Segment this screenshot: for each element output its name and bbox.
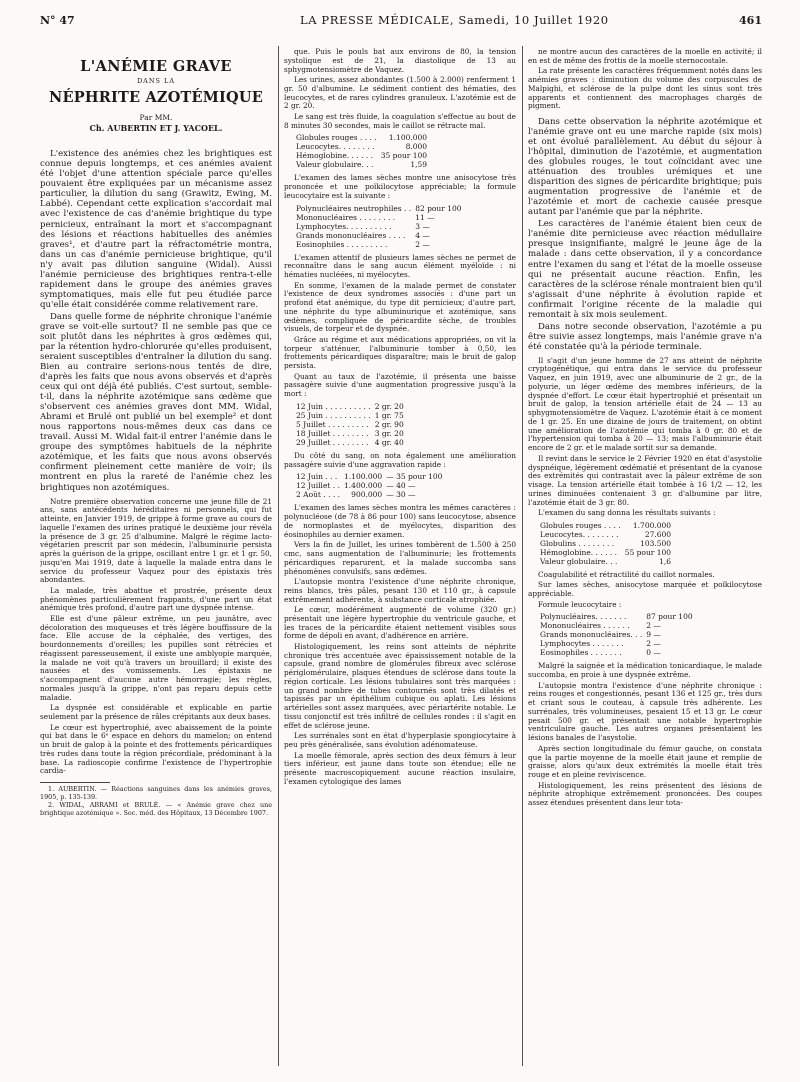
table-cell: 2 — [646,639,661,649]
table-cell: Globulins . . . . . . . . [540,538,615,548]
table-cell: 12 Juillet . . [296,481,340,491]
table-cell: 3 — [415,221,430,231]
paragraph: L'autopsie montra l'existence d'une néphrite chronique : reins rouges et congestionnés, pesant 136 et 125 gr., très durs et criant sous le couteau, à capsule très adhérente. Les surrénales, très volumineuses, pesaient 15 et 13 gr. Le cœur pesait 500 gr. et présentait une notable hypertrophie ventriculaire gauche. Les autres organes présentaient les lésions banales de l'asystolie. [528,680,762,743]
footnote-rule [40,782,110,783]
paragraph: Elle est d'une pâleur extrême, un peu jaunâtre, avec décoloration des muqueuses et très légère bouffissure de la face. Elle accuse de la céphalée, des vertiges, des bourdonnements d'oreilles; les pupilles sont rétrécies et réagissent paresseusement, il existe une amblyopie marquée, la malade ne voit qu'à travers un brouillard; il existe des nausées et des vomissements. Les épistaxis ne s'accompagnent d'aucune autre hémorragie; les règles, normales jusqu'à la grippe, n'ont pas reparu depuis cette maladie. [40,613,272,702]
table-cell: Lymphocytes. . . . . . . . . . [296,221,392,231]
paragraph: Après section longitudinale du fémur gauche, on constata que la partie moyenne de la moelle était jaune et remplie de graisse, alors qu'aux deux extrémités la moelle était très rouge et en pleine reviviscence. [528,743,762,779]
table-cell: Leucocytes. . . . . . . . [296,142,375,152]
table-cell: 27.600 [644,529,672,539]
paragraph: Sur lames sèches, anisocytose marquée et poïkilocytose appréciable. [528,580,762,599]
paragraph: Du côté du sang, on nota également une amélioration passagère suivie d'une aggravation rapide : [284,450,516,469]
table-row [296,133,431,142]
paragraph: Formule leucocytaire : [538,599,622,609]
azotemia-table [296,402,408,447]
page-number: 461 [739,14,762,27]
column-1 [40,48,272,1068]
paragraph: Le cœur est hypertrophié, avec abaissement de la pointe qui bat dans le 6ᵉ espace en dehors du mamelon; on entend un bruit de galop à la pointe et des frottements péricardiques très rudes dans toute la région précordiale, prédominant à la base. La radioscopie confirme l'existence de l'hypertrophie cardia- [40,722,272,776]
table-row [540,530,675,539]
table-row [540,612,697,621]
table-cell: 2 gr. 90 [374,419,404,429]
paragraph: La malade, très abattue et prostrée, présente deux phénomènes particulièrement frappants, d'une part un état anémique très profond, d'autre part une dyspnée intense. [40,585,272,613]
paragraph: Notre première observation concerne une jeune fille de 21 ans, sans antécédents héréditaires ni personnels, qui fut atteinte, en Janvier 1919, de grippe à forme grave au cours de laquelle l'examen des urines pratiqué le deuxième jour révéla la présence de 3 gr. 25 d'albumine. Malgré le régime lacto-végétarien prescrit par son médecin, l'albuminurie persista après la guérison de la grippe, oscillant entre 1 gr. et 1 gr. 50, jusqu'en Mai 1919, date à laquelle la malade entra dans le service du professeur Vaquez pour des épistaxis très abondantes. [40,496,272,585]
table-cell: Valeur globulaire. . . [296,160,374,170]
table-row [296,204,466,213]
table-row [296,142,431,151]
table-cell: Grands mononucléaires . . . . [296,230,406,240]
table-cell: Valeur globulaire. . . [540,556,618,566]
paragraph: Malgré la saignée et la médication tonicardiaque, le malade succomba, en proie à une dyspnée extrême. [528,661,762,680]
table-row [296,231,466,240]
table-cell: Eosinophiles . . . . . . . [540,648,622,658]
table-cell: 2 Août . . . . [296,490,341,500]
table-cell: 8.000 [405,142,428,152]
blood-count-table [540,521,675,566]
table-cell: Grands mononucléaires. . . [540,630,643,640]
blood-evolution-table [296,472,446,499]
table-cell: 12 Juin . . . . . . . . . . [296,401,371,411]
table-cell: 1,59 [410,160,428,170]
table-cell: 25 Juin . . . . . . . . . . [296,410,371,420]
table-cell: 1.100.000 [388,133,428,143]
table-cell: 12 Juin . . . [296,472,338,482]
leukocyte-formula-table [540,612,697,657]
table-cell: 1.400.000 [344,481,383,491]
table-row [296,411,408,420]
paragraph: Dans quelle forme de néphrite chronique l'anémie grave se voit-elle surtout? Il ne semble pas que ce soit plutôt dans les néphrites à gros œdèmes qui, par la rétention hydro-chlorurée qu'elles produisent, seraient susceptibles d'entraîner la dilution du sang. Bien au contraire serions-nous tentés de dire, d'après les faits que nous avons observés et d'après ceux qui ont déjà été publiés. C'est surtout, semble-t-il, dans la néphrite azotémique sans œdème que s'observent ces anémies graves dont MM. Widal, Abrami et Brulé ont publié un bel exemple² et dont nous rapportons nous-mêmes deux cas dans ce travail. Aussi M. Widal fait-il entrer l'anémie dans le groupe des symptômes habituels de la néphrite azotémique, et les faits que nous avons observés confirment pleinement cette manière de voir; ils montrent en plus la rareté de l'anémie chez les brightiques non azotémiques. [40,311,272,493]
table-cell: Eosinophiles . . . . . . . . . [296,239,388,249]
paragraph: L'examen des lames sèches montra les mêmes caractères : polynucléose (de 78 à 86 pour 100) sans leucocytose, absence de normoplastes et de myélocytes, disparition des éosinophiles au dernier examen. [284,503,516,539]
paragraph: Quant au taux de l'azotémie, il présenta une baisse passagère suivie d'une augmentation progressive jusqu'à la mort : [284,371,516,399]
paragraph: Vers la fin de Juillet, les urines tombèrent de 1.500 à 250 cmc, sans augmentation de l'albuminurie; les frottements péricardiques reparurent, et la malade succomba sans phénomènes convulsifs, sans œdèmes. [284,540,516,576]
table-cell: Hémoglobine. . . . . . [540,547,618,557]
byline-label: Par MM. [139,112,173,122]
paragraph: Les caractères de l'anémie étaient bien ceux de l'anémie dite pernicieuse avec réaction médullaire presque insignifiante, malgré le jeune âge de la malade : dans cette observation, il y a concordance entre l'examen du sang et l'état de la moelle osseuse qui ne présentait aucune réaction. Enfin, les caractères de la sclérose rénale montraient bien qu'il s'agissait d'une néphrite à évolution rapide et confirmait l'origine récente de la maladie qui remontait à six mois seulement. [528,219,762,320]
leukocyte-formula-table [296,204,466,249]
paragraph: L'examen attentif de plusieurs lames sèches ne permet de reconnaître dans le sang aucun élément myéloïde : ni hématies nucléées, ni myélocytes. [284,252,516,280]
table-row [296,222,466,231]
paragraph: Il revint dans le service le 2 Février 1920 en état d'asystolie dyspnéique, légèrement œdématié et présentant de la cyanose des extrémités qui contrastait avec la pâleur extrême de son visage. La tension artérielle était tombée à 16 1/2 — 12, les urines diminuées contenaient 3 gr. d'albumine par litre, l'azotémie était de 3 gr. 80. [528,453,762,507]
table-row [540,648,697,657]
paragraph: Le sang est très fluide, la coagulation s'effectue au bout de 8 minutes 30 secondes, mais le caillot se rétracte mal. [284,111,516,130]
paragraph: Les urines, assez abondantes (1.500 à 2.000) renferment 1 gr. 50 d'albumine. Le sédiment contient des hématies, des leucocytes, et de rares cylindres granuleux. L'azotémie est de 2 gr. 20. [284,75,516,111]
table-cell: — 35 pour 100 [386,472,443,482]
table-cell: 29 Juillet . . . . . . . . [296,437,369,447]
table-row [296,151,431,160]
paragraph: La rate présente les caractères fréquemment notés dans les anémies graves : diminution du volume des corpuscules de Malpighi, et sclérose de la pulpe dont les sinus sont très apparents et contiennent des macrophages chargés de pigment. [528,66,762,111]
authors: Ch. AUBERTIN ET J. YACOEL. [89,122,223,133]
table-row [296,213,466,222]
paragraph: Les surrénales sont en état d'hyperplasie spongiocytaire à peu près généralisée, sans évolution adénomateuse. [284,731,516,749]
table-row [540,621,697,630]
paragraph: En somme, l'examen de la malade permet de constater l'existence de deux syndromes associés : d'une part un profond état anémique, du type dit pernicieux; d'autre part, une néphrite du type albuminurique et azotémique, sans œdèmes, compliquée de péricardite sèche, de troubles visuels, de torpeur et de dyspnée. [284,280,516,334]
paragraph: La moelle fémorale, après section des deux fémurs à leur tiers inférieur, est jaune dans toute son étendue; elle ne présente macroscopiquement aucune réaction insulaire, l'examen cytologique des lames [284,750,516,786]
paragraph: Le cœur, modérément augmenté de volume (320 gr.) présentait une légère hypertrophie du ventricule gauche, et les traces de la péricardite étaient nettement visibles sous forme de dépoli en avant, d'adhérence en arrière. [284,605,516,641]
table-row [296,472,446,481]
table-row [296,490,446,499]
column-rule [522,46,523,1066]
table-cell: 1,6 [659,556,672,566]
column-3 [528,48,762,1068]
table-row [296,402,408,411]
article-title: L'ANÉMIE GRAVE [80,58,232,75]
table-row [540,557,675,566]
column-rule [278,46,279,1066]
table-cell: 1 gr. 75 [374,410,404,420]
paragraph: Coagulabilité et rétractilité du caillot normales. [538,569,715,579]
table-cell: Mononucléaires . . . . . . . . [296,212,396,222]
article-title-2: NÉPHRITE AZOTÉMIQUE [49,89,263,107]
blood-count-table [296,133,431,169]
paragraph: Dans notre seconde observation, l'azotémie a pu être suivie assez longtemps, mais l'anémie grave n'a été constatée qu'à la période terminale. [528,321,762,352]
table-row [296,481,446,490]
table-cell: 9 — [646,630,661,640]
table-cell: 11 — [415,212,435,222]
table-cell: 82 pour 100 [415,203,462,213]
table-row [296,429,408,438]
table-row [540,539,675,548]
table-cell: — 30 — [386,490,416,500]
table-cell: 2 — [646,621,661,631]
table-cell: Polynucléaires. . . . . . . [540,612,627,622]
table-cell: 3 gr. 20 [374,428,404,438]
table-row [540,548,675,557]
paragraph: L'examen des lames sèches montre une anisocytose très prononcée et une poïkilocytose appréciable; la formule leucocytaire est la suivante : [284,173,516,200]
table-cell: 4 gr. 40 [374,437,404,447]
paragraph: Histologiquement, les reins présentent des lésions de néphrite atrophique extrêmement prononcées. Des coupes assez étendues présentent dans leur tota- [528,780,762,808]
table-cell: 900.000 [351,490,383,500]
table-row [540,521,675,530]
paragraph: Histologiquement, les reins sont atteints de néphrite chronique très accentuée avec épaississement notable de la capsule, grand nombre de glomérules fibreux avec sclérose périglomérulaire, plaques étendues de sclérose dans toute la région corticale. Les lésions tubulaires sont très marquées : un grand nombre de tubes contournés sont très dilatés et tapissés par un épithélium cubique ou aplati. Les lésions artérielles sont assez marquées, avec périartérite notable. Le tissu conjonctif est très infiltré de cellules rondes : il s'agit en effet de sclérose jeune. [284,641,516,730]
paragraph: L'existence des anémies chez les brightiques est connue depuis longtemps, et ces anémies avaient été l'objet d'une attention spéciale parce qu'elles pouvaient être expliquées par un mécanisme assez particulier, la dilution du sang (Grawitz, Ewing, M. Labbé). Cependant cette explication s'accordait mal avec l'existence de cas d'anémie brightique du type pernicieux, entraînant la mort et s'accompagnant des lésions et réactions habituelles des anémies graves¹, et d'autre part la réfractométrie montra, dans un cas d'anémie pernicieuse brightique, qu'il n'y avait pas dilution sanguine (Widal). Aussi l'anémie pernicieuse des brightiques rentra-t-elle rapidement dans le groupe des anémies graves symptomatiques, mais elle fut peu étudiée parce qu'elle était considérée comme relativement rare. [40,149,272,310]
footnote: 2. WIDAL, ABRAMI et BRULÉ. — « Anémie grave chez une brightique azotémique ». Soc. méd. des Hôpitaux, 13 Décembre 1907. [40,801,272,818]
table-row [540,630,697,639]
table-cell: Globules rouges . . . . [540,520,621,530]
table-row [296,240,466,249]
footnote: 1. AUBERTIN. — Réactions sanguines dans les anémies graves, 1905, p. 135-139. [40,785,272,801]
article-subtitle-connector: DANS LA [136,77,176,86]
table-cell: Globules rouges . . . . [296,133,377,143]
table-cell: Leucocytes. . . . . . . . [540,529,619,539]
table-cell: 0 — [646,648,661,658]
table-cell: 87 pour 100 [646,612,693,622]
table-cell: 2 — [415,239,430,249]
table-cell: 2 gr. 20 [374,401,404,411]
table-row [296,160,431,169]
paragraph: Dans cette observation la néphrite azotémique et l'anémie grave ont eu une marche rapide (six mois) et ont évolué parallèlement. Au début du séjour à l'hôpital, diminution de l'azotémie, et augmentation des globules rouges, le tout coïncidant avec une atténuation des troubles urémiques et une disparition des signes de péricardite brightique; puis augmentation progressive de l'anémie et de l'azotémie et mort de cachexie causée presque autant par l'anémie que par la néphrite. [528,117,762,218]
table-row [540,639,697,648]
paragraph: L'examen du sang donna les résultats suivants : [538,508,716,518]
paragraph: Grâce au régime et aux médications appropriées, on vit la torpeur s'atténuer, l'albuminurie tomber à 0,50, les frottements péricardiques disparaître; mais le bruit de galop persista. [284,334,516,371]
table-cell: 35 pour 100 [380,151,428,161]
table-cell: 5 Juillet . . . . . . . . . [296,419,369,429]
table-row [296,438,408,447]
table-cell: 103.500 [640,538,672,548]
column-2 [284,48,516,1068]
paragraph: L'autopsie montra l'existence d'une néphrite chronique, reins blancs, très pâles, pesant 130 et 110 gr., à capsule extrêmement adhérente, à substance corticale atrophiée. [284,577,516,604]
table-row [296,420,408,429]
table-cell: 4 — [415,230,430,240]
table-cell: — 40 — [386,481,416,491]
table-cell: 18 Juillet . . . . . . . . [296,428,369,438]
table-cell: Hémoglobine. . . . . . [296,151,374,161]
table-cell: Mononucléaires . . . . . . [540,621,630,631]
paragraph: que. Puis le pouls bat aux environs de 80, la tension systolique est de 21, la diastolique de 13 au sphygmotensiomètre de Vaquez. [284,48,516,74]
page-header [40,14,762,30]
journal-title: LA PRESSE MÉDICALE, Samedi, 10 Juillet 1920 [300,13,609,27]
table-cell: Polynucléaires neutrophiles . . [296,203,412,213]
table-cell: 55 pour 100 [624,547,672,557]
paragraph: Il s'agit d'un jeune homme de 27 ans atteint de néphrite cryptogénétique, qui entra dans le service du professeur Vaquez, en juin 1919, avec une albuminurie de 2 gr., de la polyurie, un léger œdème des membres inférieurs, de la dyspnée d'effort. Le cœur était hypertrophié et présentait un bruit de galop, la tension artérielle était de 24 — 13 au sphygmotensiomètre de Vaquez. L'azotémie était à ce moment de 1 gr. 25. En une dizaine de jours de traitement, on obtint une amélioration de l'azotémie qui tomba à 0 gr. 80 et de l'hypertension qui tomba à 20 — 13; mais l'albuminurie était encore de 2 gr. et le malade sortit sur sa demande. [528,355,762,453]
table-cell: 1.100.000 [344,472,383,482]
paragraph: ne montre aucun des caractères de la moelle en activité; il en est de même des frottis de la moelle sternocostale. [528,48,762,65]
paragraph: La dyspnée est considérable et explicable en partie seulement par la présence de râles crépitants aux deux bases. [40,703,272,721]
issue-number: N° 47 [40,14,75,27]
table-cell: 1.700.000 [632,520,672,530]
table-cell: Lymphocytes . . . . . . . [540,639,624,649]
